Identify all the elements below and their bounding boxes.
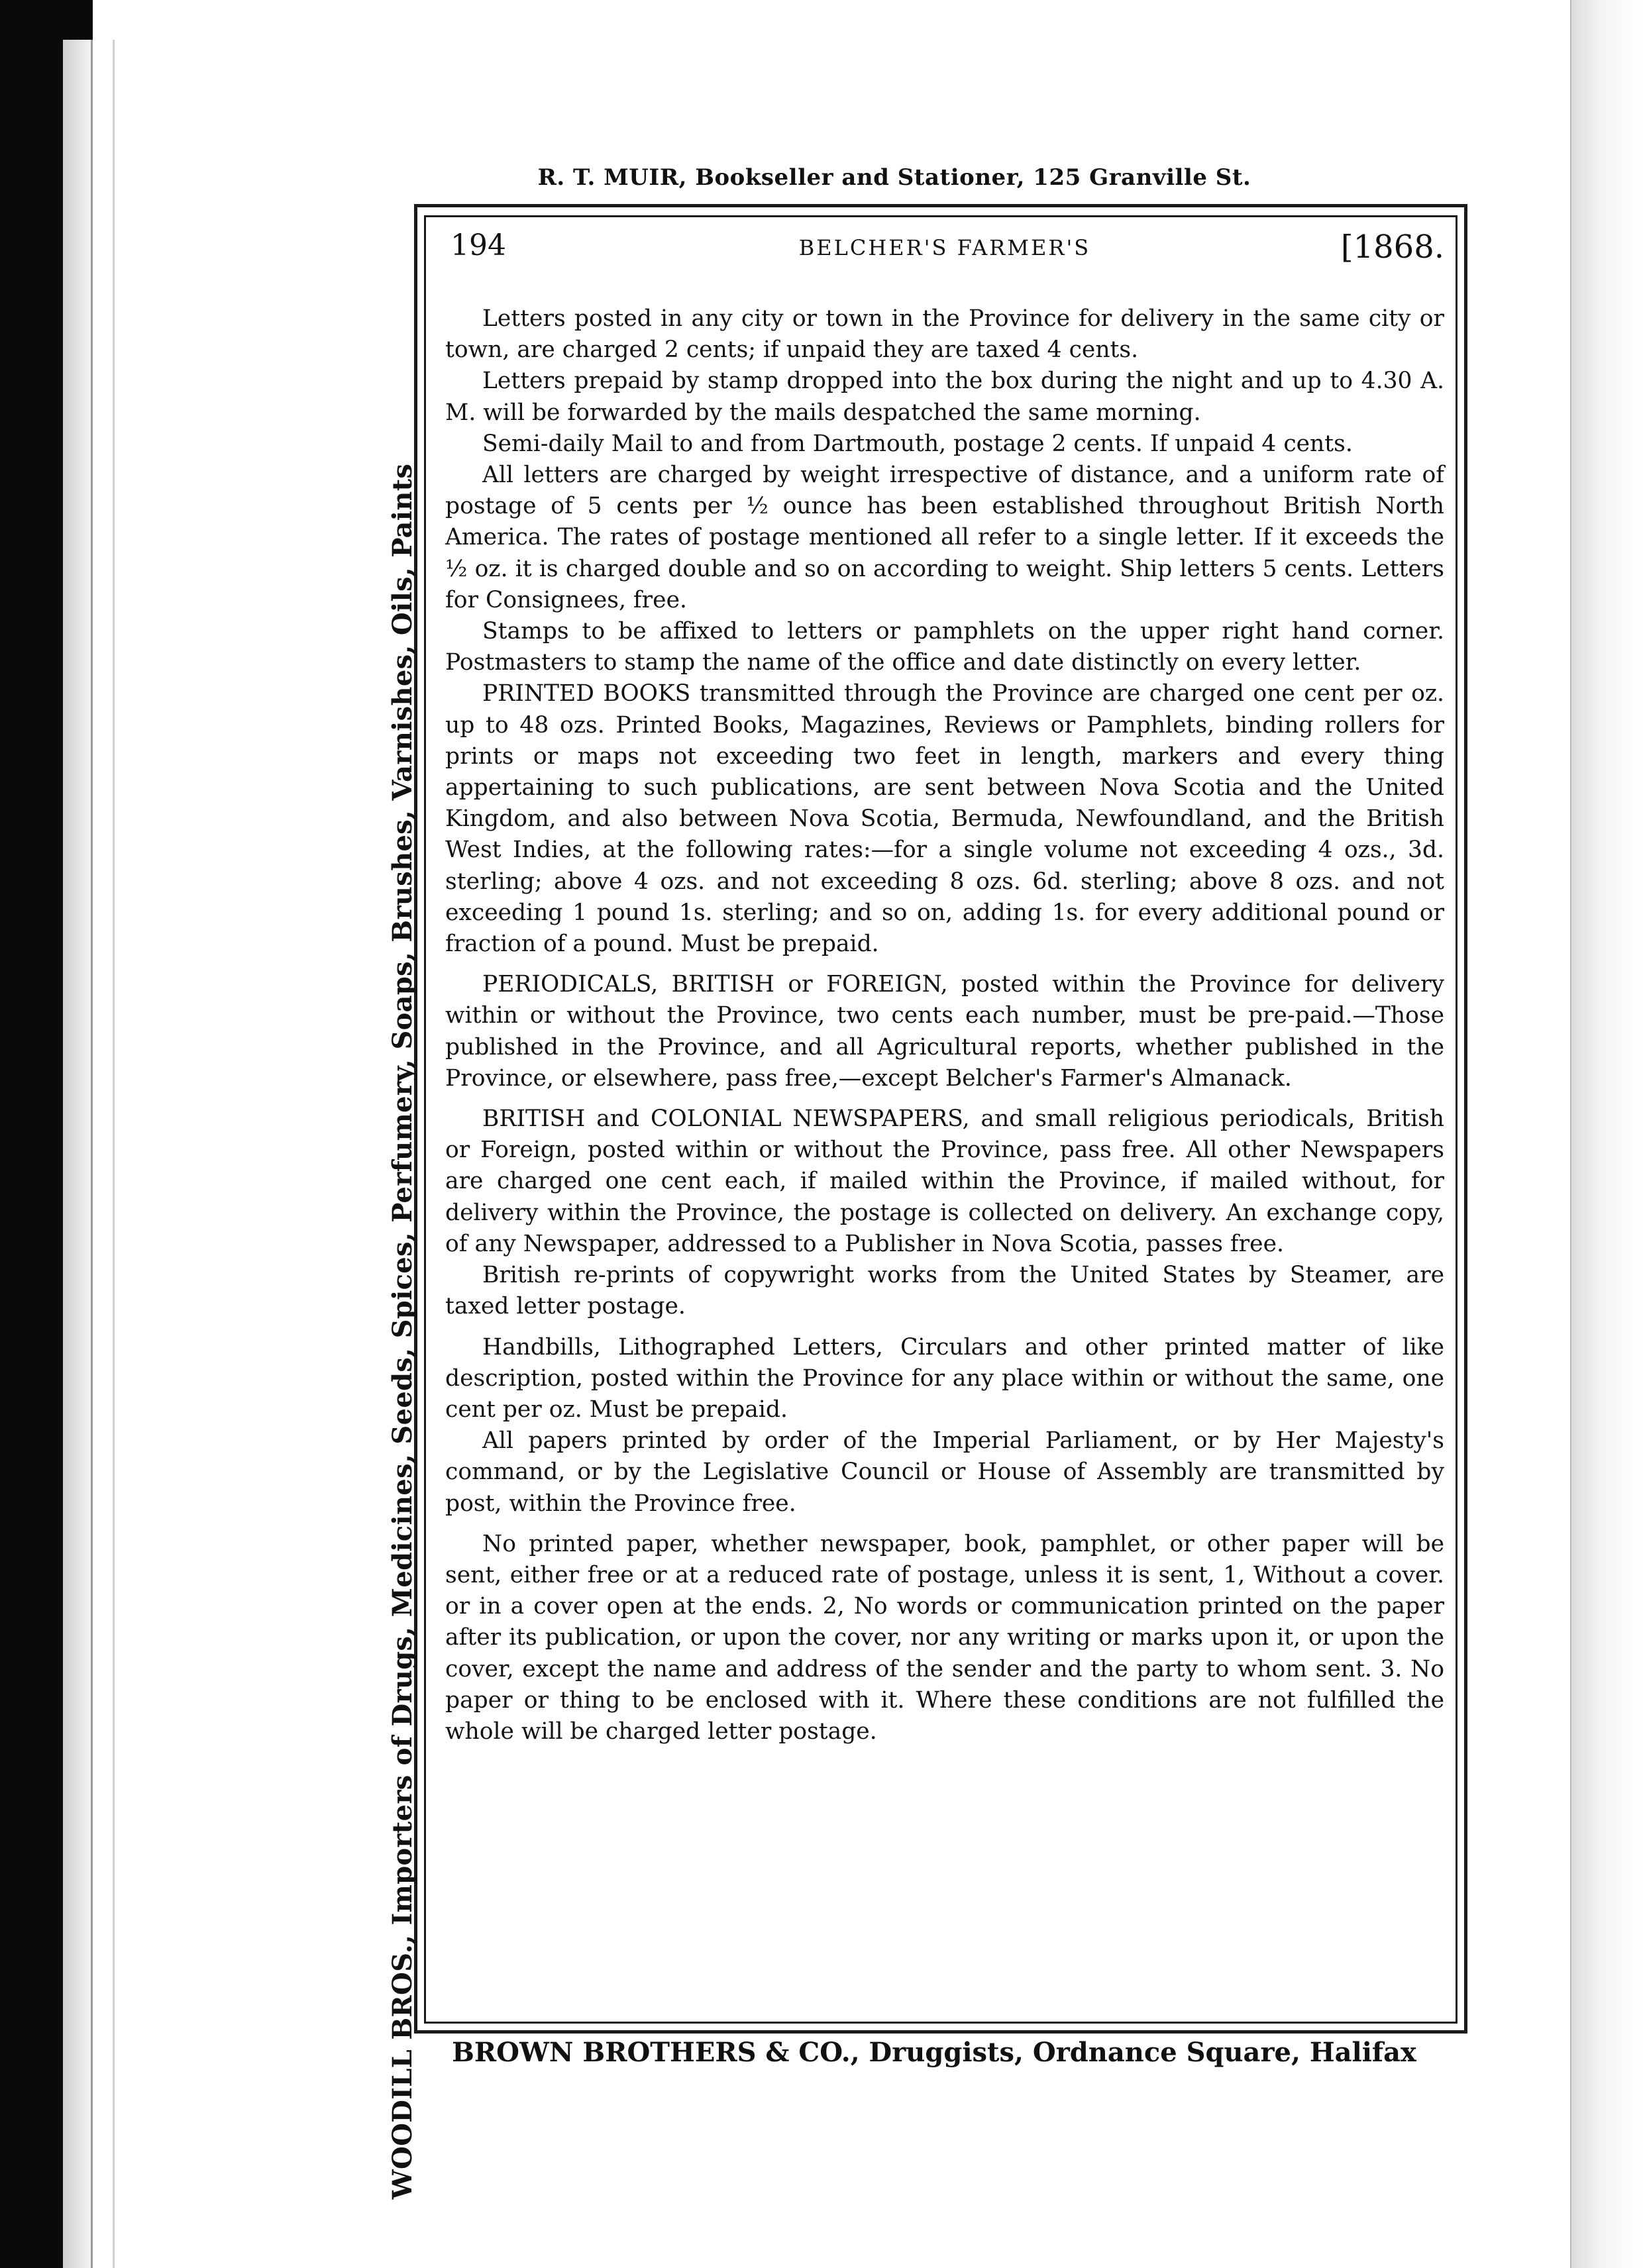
scanner-background [0,0,63,2268]
running-head [445,229,1444,268]
page-edge-line [113,40,115,2268]
right-page-fold [1571,0,1643,2268]
paragraph: BRITISH and COLONIAL NEWSPAPERS, and small religious periodicals, British or Foreign, posted within or without the Province, pass free. All other Newspapers are charged one cent each, if mailed within the Province, if mailed without, for delivery within the Province, the postage is collected on delivery. An exchange copy, of any Newspaper, addressed to a Publisher in Nova Scotia, passes free. [445,1106,1444,1257]
paragraph: PRINTED BOOKS transmitted through the Province are charged one cent per oz. up to 48 ozs. Printed Books, Magazines, Reviews or Pamphlets, binding rollers for prints or maps not exceeding two feet in length, markers and every thing appertaining to such publications, are sent between Nova Scotia and the United Kingdom, and also between Nova Scotia, Bermuda, Newfoundland, and the British West Indies, at the following rates:—for a single volume not exceeding 4 ozs., 3d. sterling; above 4 ozs. and not exceeding 8 ozs. 6d. sterling; above 8 ozs. and not exceeding 1 pound 1s. sterling; and so on, adding 1s. for every additional pound or fraction of a pound. Must be prepaid. [445,680,1444,958]
paragraph: Letters prepaid by stamp dropped into the box during the night and up to 4.30 A. M. will be forwarded by the mails despatched the same morning. [445,368,1444,426]
page-number: 194 [450,229,506,262]
paragraph: Handbills, Lithographed Letters, Circulars and other printed matter of like description, posted within the Province for any place within or without the same, one cent per oz. Must be prepaid. [445,1333,1444,1423]
paragraph: PERIODICALS, BRITISH or FOREIGN, posted within the Province for delivery within or without the Province, two cents each number, must be pre-paid.—Those published in the Province, and all Agricultural reports, whether published in the Province, or elsewhere, pass free,—except Belcher's Farmer's Almanack. [445,971,1444,1092]
paragraph: No printed paper, whether newspaper, book, pamphlet, or other paper will be sent, either free or at a reduced rate of postage, unless it is sent, 1, Without a cover. or in a cover open at the ends. 2, No words or communication printed on the paper after its publication, or upon the cover, nor any writing or marks upon it, or upon the cover, except the name and address of the sender and the party to whom sent. 3. No paper or thing to be enclosed with it. Where these conditions are not fulfilled the whole will be charged letter postage. [445,1530,1444,1745]
paragraph: All papers printed by order of the Imperial Parliament, or by Her Majesty's command, or by the Legislative Council or House of Assembly are transmitted by post, within the Province free. [445,1427,1444,1517]
paragraph: Stamps to be affixed to letters or pamphlets on the upper right hand corner. Postmasters to stamp the name of the office and date distinctly on every letter. [445,618,1444,676]
paragraph: British re-prints of copywright works from the United States by Steamer, are taxed letter postage. [445,1262,1444,1320]
header-advertisement: R. T. MUIR, Bookseller and Stationer, 125 Granville St. [537,164,1251,191]
body-text [445,303,1444,1747]
paragraph: Semi-daily Mail to and from Dartmouth, postage 2 cents. If unpaid 4 cents. [482,430,1353,457]
page-edge-shadow [63,40,91,2268]
page-edge-line [91,40,93,2268]
running-head-year: [1868. [1340,229,1444,266]
paragraph: All letters are charged by weight irrespective of distance, and a uniform rate of postage of 5 cents per ½ ounce has been established throughout British North America. The rates of postage mentioned all refer to a single letter. If it exceeds the ½ oz. it is charged double and so on according to weight. Ship letters 5 cents. Letters for Consignees, free. [445,462,1444,613]
side-advertisement: WOODILL BROS., Importers of Drugs, Medicines, Seeds, Spices, Perfumery, Soaps, Brushes, Varnishes, Oils, Paints [387,463,418,2200]
paragraph: Letters posted in any city or town in the Province for delivery in the same city or town, are charged 2 cents; if unpaid they are taxed 4 cents. [445,305,1444,364]
running-head-title: BELCHER'S FARMER'S [798,235,1091,260]
footer-advertisement: BROWN BROTHERS & CO., Druggists, Ordnance Square, Halifax [452,2037,1416,2068]
